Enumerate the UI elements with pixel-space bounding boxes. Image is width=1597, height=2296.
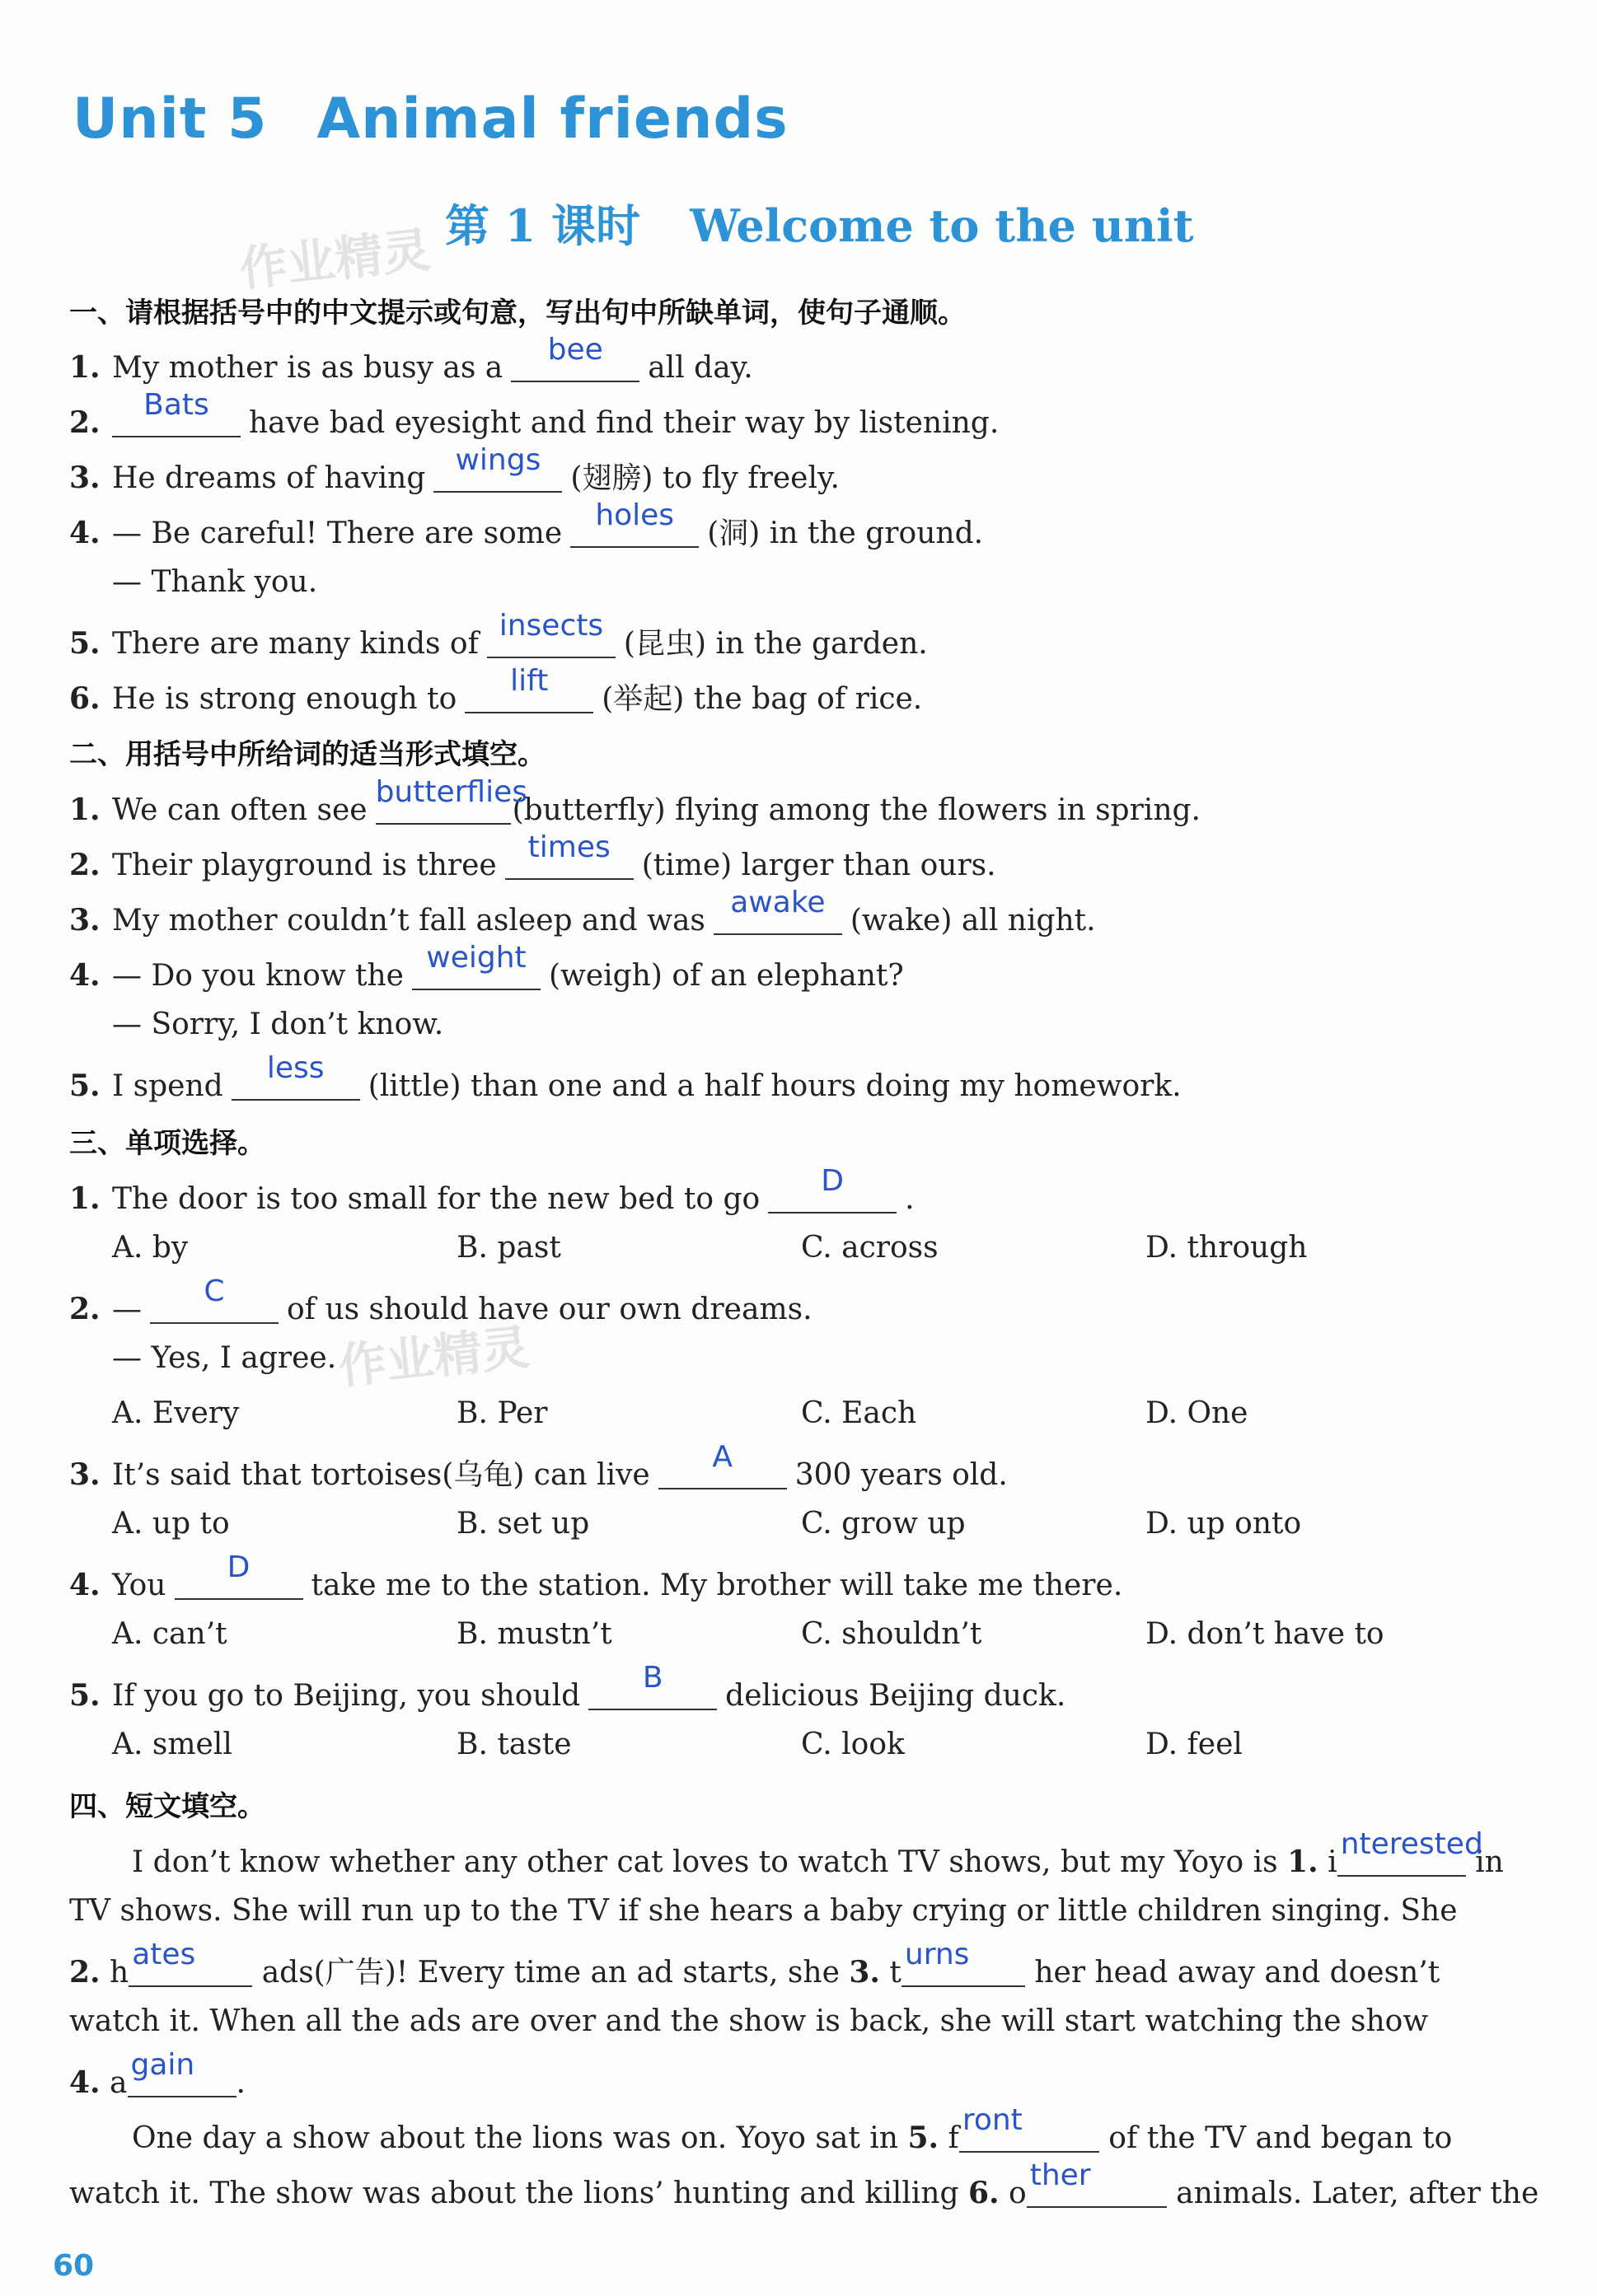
s2-q2 — [69, 830, 996, 882]
question-number: 3. — [69, 1457, 101, 1492]
answer-text: gain — [130, 2048, 195, 2082]
answer-blank[interactable] — [465, 664, 593, 713]
option-d[interactable]: D. through — [1145, 1231, 1308, 1265]
answer-text: less — [266, 1051, 325, 1085]
s1-q4-reply: — Thank you. — [112, 565, 318, 599]
question-text: He is strong enough to — [112, 682, 457, 716]
answer-text: times — [527, 830, 611, 864]
option-d[interactable]: D. feel — [1145, 1728, 1243, 1761]
question-text: take me to the station. My brother will take me there. — [311, 1569, 1123, 1602]
question-text: (little) than one and a half hours doing my homework. — [368, 1069, 1182, 1103]
question-number: 4. — [69, 958, 101, 993]
option-b[interactable]: B. Per — [457, 1396, 548, 1430]
passage-line-3 — [69, 1938, 1440, 1991]
page-number: 60 — [53, 2249, 95, 2283]
s2-q4 — [69, 941, 904, 993]
s3-q4 — [69, 1550, 1123, 1602]
question-text: delicious Beijing duck. — [725, 1679, 1066, 1713]
question-number: 4. — [69, 516, 101, 550]
lesson-name: Welcome to the unit — [690, 199, 1194, 252]
question-text: Their playground is three — [112, 849, 497, 882]
option-a[interactable]: A. up to — [112, 1507, 230, 1541]
section2-title: 二、用括号中所给词的适当形式填空。 — [69, 738, 546, 771]
passage-text: I don’t know whether any other cat loves to watch TV shows, but my Yoyo is — [132, 1845, 1278, 1879]
question-number: 3. — [69, 461, 101, 495]
s1-q4 — [69, 498, 984, 552]
question-text: (weigh) of an elephant? — [548, 959, 904, 993]
answer-text: D — [821, 1164, 845, 1198]
passage-line-5 — [69, 2048, 246, 2100]
answer-blank[interactable] — [1027, 2158, 1167, 2208]
option-a[interactable]: A. Every — [112, 1396, 240, 1430]
passage-text: . — [236, 2066, 246, 2100]
question-number: 6. — [69, 681, 101, 716]
question-text: (洞) in the ground. — [707, 517, 984, 550]
answer-text: ates — [132, 1938, 196, 1971]
option-c[interactable]: C. shouldn’t — [801, 1617, 982, 1651]
question-number: 2. — [69, 405, 101, 440]
answer-blank[interactable] — [487, 609, 616, 658]
answer-blank[interactable] — [570, 498, 699, 548]
blank-number: 4. — [69, 2065, 101, 2100]
s2-q3 — [69, 886, 1096, 938]
answer-text: wings — [455, 443, 541, 477]
s1-q2 — [69, 388, 1000, 440]
watermark-top: 作业精灵 — [237, 222, 433, 297]
blank-first-letter: h — [110, 1956, 129, 1990]
s1-q1 — [69, 333, 753, 385]
question-text: There are many kinds of — [112, 627, 479, 661]
passage-line-2: TV shows. She will run up to the TV if she hears a baby crying or little children singing. She — [69, 1894, 1458, 1928]
s1-q6 — [69, 664, 923, 718]
option-a[interactable]: A. by — [112, 1231, 189, 1265]
passage-line-7 — [69, 2158, 1539, 2210]
s3-q3 — [69, 1440, 1008, 1494]
blank-number: 1. — [1287, 1845, 1318, 1879]
s1-q3 — [69, 443, 840, 497]
blank-first-letter: a — [110, 2066, 128, 2100]
option-a[interactable]: A. can’t — [112, 1617, 227, 1651]
blank-first-letter: t — [889, 1956, 902, 1990]
option-b[interactable]: B. past — [457, 1231, 561, 1265]
answer-blank[interactable] — [128, 2048, 237, 2097]
question-text: (time) larger than ours. — [641, 849, 996, 882]
question-text: — — [112, 1293, 142, 1326]
option-c[interactable]: C. across — [801, 1231, 939, 1265]
answer-blank[interactable] — [714, 886, 842, 935]
answer-text: lift — [510, 664, 549, 698]
option-b[interactable]: B. set up — [457, 1507, 590, 1541]
unit-title — [73, 87, 789, 152]
answer-text: bee — [547, 333, 603, 367]
answer-blank[interactable] — [412, 941, 541, 990]
passage-text: One day a show about the lions was on. Yoyo sat in — [132, 2121, 898, 2155]
answer-text: weight — [426, 941, 527, 975]
question-text: 300 years old. — [794, 1458, 1008, 1492]
watermark-middle: 作业精灵 — [335, 1319, 532, 1395]
question-text: (wake) all night. — [850, 904, 1096, 938]
question-text: (昆虫) in the garden. — [623, 627, 928, 661]
passage-text: ads(广告)! Every time an ad starts, she — [261, 1956, 840, 1990]
question-number: 3. — [69, 903, 101, 938]
answer-text: Bats — [143, 388, 209, 422]
blank-number: 3. — [849, 1955, 880, 1990]
option-d[interactable]: D. don’t have to — [1145, 1617, 1384, 1651]
s3-q1 — [69, 1164, 915, 1216]
question-text: The door is too small for the new bed to go — [112, 1182, 761, 1216]
question-text: My mother couldn’t fall asleep and was — [112, 904, 705, 938]
answer-blank[interactable] — [175, 1550, 303, 1600]
question-number: 1. — [69, 793, 101, 827]
lesson-title — [445, 191, 1194, 255]
blank-number: 6. — [967, 2176, 1000, 2210]
answer-text: B — [642, 1661, 663, 1695]
answer-text: urns — [904, 1938, 970, 1971]
passage-text: in — [1475, 1845, 1504, 1879]
option-b[interactable]: B. mustn’t — [457, 1617, 612, 1651]
question-number: 4. — [69, 1568, 101, 1602]
blank-first-letter: o — [1009, 2177, 1027, 2210]
option-c[interactable]: C. look — [801, 1728, 905, 1761]
answer-text: awake — [730, 886, 826, 919]
answer-text: C — [204, 1274, 225, 1308]
passage-text: of the TV and began to — [1108, 2121, 1453, 2155]
answer-blank[interactable] — [902, 1938, 1025, 1987]
blank-number: 5. — [907, 2121, 939, 2155]
option-c[interactable]: C. Each — [801, 1396, 917, 1430]
passage-text: watch it. The show was about the lions’ hunting and killing — [69, 2177, 959, 2210]
question-number: 5. — [69, 626, 101, 661]
question-number: 5. — [69, 1678, 101, 1713]
blank-first-letter: f — [948, 2121, 959, 2155]
option-b[interactable]: B. taste — [457, 1728, 572, 1761]
answer-blank[interactable] — [112, 388, 241, 437]
section1-title: 一、请根据括号中的中文提示或句意，写出句中所缺单词，使句子通顺。 — [69, 297, 966, 330]
s3-q2-reply: — Yes, I agree. — [112, 1341, 337, 1375]
blank-number: 2. — [69, 1955, 101, 1990]
question-text: of us should have our own dreams. — [287, 1293, 813, 1326]
question-text: . — [905, 1182, 915, 1216]
answer-text: ther — [1029, 2158, 1091, 2192]
question-number: 5. — [69, 1069, 101, 1103]
unit-label: Unit 5 — [73, 87, 268, 152]
option-d[interactable]: D. up onto — [1145, 1507, 1302, 1541]
question-text: (举起) the bag of rice. — [602, 682, 923, 716]
answer-text: ront — [962, 2103, 1023, 2137]
section4-title: 四、短文填空。 — [69, 1790, 265, 1823]
lesson-label: 第 1 课时 — [445, 199, 641, 252]
answer-blank[interactable] — [505, 830, 634, 880]
passage-line-6 — [132, 2103, 1453, 2155]
s3-q5 — [69, 1661, 1066, 1713]
question-text: all day. — [648, 351, 753, 385]
question-number: 2. — [69, 1292, 101, 1326]
question-text: (翅膀) to fly freely. — [570, 461, 840, 495]
answer-text: nterested — [1340, 1827, 1483, 1861]
question-text: — Be careful! There are some — [112, 517, 563, 550]
answer-blank[interactable] — [959, 2103, 1099, 2153]
s2-q4-reply: — Sorry, I don’t know. — [112, 1008, 444, 1041]
question-text: (butterfly) flying among the flowers in spring. — [512, 793, 1201, 827]
passage-text: her head away and doesn’t — [1034, 1956, 1440, 1990]
question-text: have bad eyesight and find their way by listening. — [249, 406, 1000, 440]
question-number: 2. — [69, 848, 101, 882]
answer-blank[interactable] — [658, 1440, 787, 1489]
answer-blank[interactable] — [375, 775, 527, 825]
answer-blank[interactable] — [768, 1164, 897, 1213]
option-c[interactable]: C. grow up — [801, 1507, 966, 1541]
answer-blank[interactable] — [1337, 1827, 1483, 1877]
answer-blank[interactable] — [150, 1274, 279, 1324]
blank-first-letter: i — [1328, 1845, 1337, 1879]
question-text: I spend — [112, 1069, 223, 1103]
passage-line-1 — [132, 1827, 1504, 1879]
answer-text: butterflies — [375, 775, 527, 809]
answer-text: D — [227, 1550, 251, 1584]
option-a[interactable]: A. smell — [112, 1728, 232, 1761]
option-d[interactable]: D. One — [1145, 1396, 1248, 1430]
passage-line-4: watch it. When all the ads are over and the show is back, she will start watching the show — [69, 2004, 1429, 2038]
answer-blank[interactable] — [232, 1051, 360, 1101]
s2-q1 — [69, 775, 1201, 827]
answer-blank[interactable] — [129, 1938, 252, 1987]
answer-text: A — [712, 1440, 733, 1474]
section3-title: 三、单项选择。 — [69, 1127, 265, 1160]
unit-name: Animal friends — [316, 87, 789, 152]
question-text: You — [112, 1569, 166, 1602]
question-text: He dreams of having — [112, 461, 426, 495]
answer-blank[interactable] — [511, 333, 639, 382]
passage-text: animals. Later, after the — [1176, 2177, 1539, 2210]
answer-blank[interactable] — [433, 443, 562, 493]
question-text: If you go to Beijing, you should — [112, 1679, 581, 1713]
question-number: 1. — [69, 350, 101, 385]
answer-text: holes — [595, 498, 675, 532]
s2-q5 — [69, 1051, 1182, 1103]
question-text: My mother is as busy as a — [112, 351, 503, 385]
answer-text: insects — [499, 609, 604, 643]
question-number: 1. — [69, 1181, 101, 1216]
question-text: — Do you know the — [112, 959, 404, 993]
question-text: It’s said that tortoises(乌龟) can live — [112, 1458, 650, 1492]
s1-q5 — [69, 609, 928, 662]
answer-blank[interactable] — [588, 1661, 717, 1710]
question-text: We can often see — [112, 793, 368, 827]
